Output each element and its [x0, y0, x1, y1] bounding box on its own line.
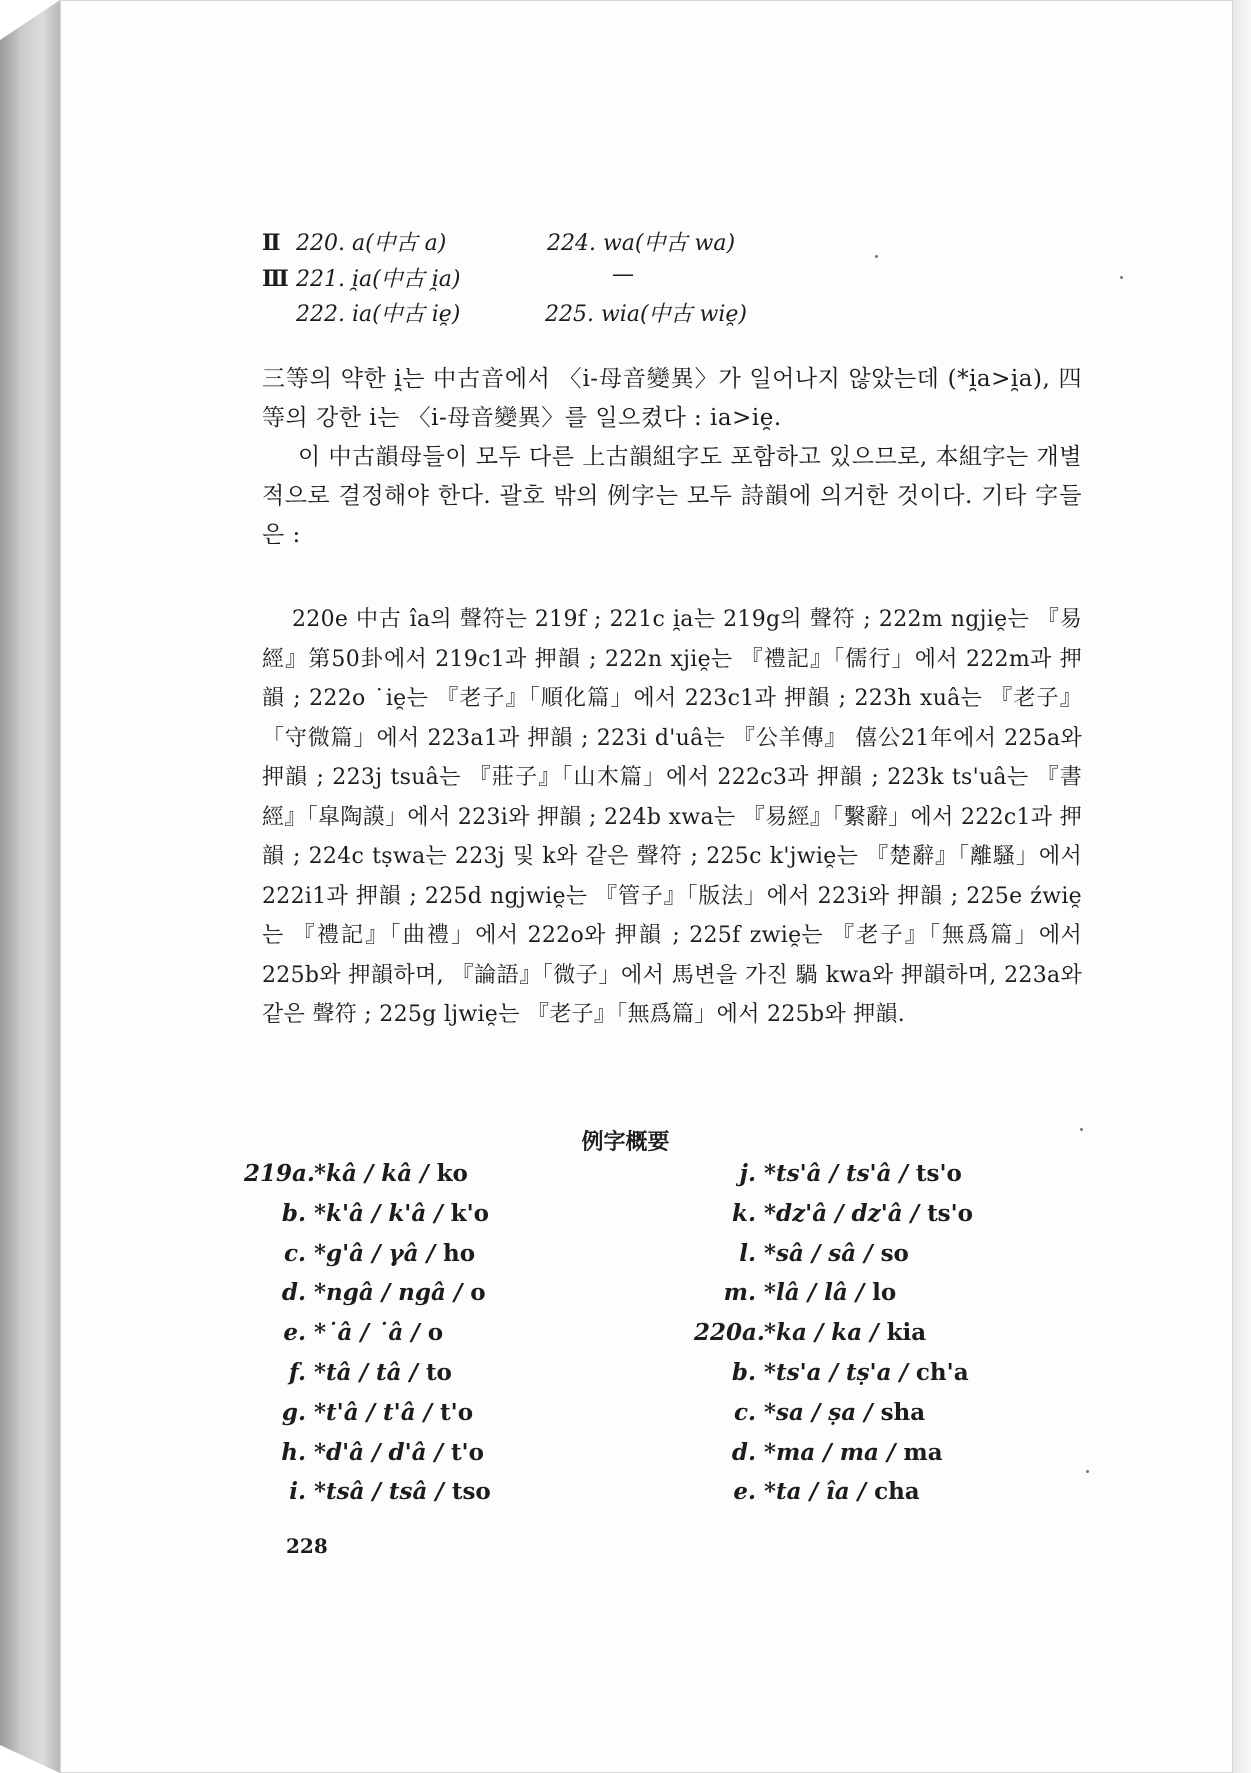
table-row — [262, 297, 460, 328]
example-item: e. *˙â / ˙â / o — [283, 1319, 444, 1347]
table-right-cell: — — [612, 262, 634, 287]
example-item: b. *k'â / k'â / k'o — [281, 1199, 489, 1227]
scan-speck — [1086, 1470, 1089, 1473]
table-right-cell: 225. wia(中古 wie̯) — [545, 302, 748, 327]
notes-block — [262, 600, 1082, 1035]
intro-paragraph: 三等의 약한 i̯는 中古音에서 〈i-母音變異〉가 일어나지 않았는데 (*i̯a>i̯a), 四等의 강한 i는 〈i-母音變異〉를 일으켰다 : ia>ie̯. — [262, 366, 1082, 431]
table-right-cell: 224. wa(中古 wa) — [547, 231, 736, 256]
table-left-cell: 222. ia(中古 ie̯) — [296, 302, 461, 327]
example-item: j. *ts'â / ts'â / ts'o — [739, 1160, 962, 1187]
example-item: k. *dz'â / dz'â / ts'o — [732, 1199, 974, 1227]
book-spine — [0, 0, 60, 1773]
example-item: e. *ta / îa / cha — [733, 1478, 920, 1506]
example-item: g. *t'â / t'â / t'o — [281, 1398, 474, 1426]
example-item: f. *tâ / tâ / to — [288, 1358, 452, 1386]
example-item: c. *g'â / γâ / ho — [283, 1239, 476, 1267]
example-item: l. *sâ / sâ / so — [739, 1239, 909, 1267]
example-item: b. *ts'a / tṣ'a / ch'a — [731, 1358, 969, 1386]
section-title: 例字概要 — [581, 1129, 670, 1155]
example-item: 220a. *ka / ka / kia — [694, 1319, 927, 1347]
examples-left-column — [244, 1160, 491, 1518]
intro-text — [262, 360, 1082, 555]
table-row — [262, 226, 446, 257]
table-row — [262, 262, 460, 293]
roman-numeral: Ⅲ — [262, 266, 289, 292]
example-item: h. *d'â / d'â / t'o — [281, 1438, 484, 1466]
roman-numeral: Ⅱ — [262, 230, 281, 256]
example-item: d. *ma / ma / ma — [731, 1438, 943, 1466]
example-item: i. *tsâ / tsâ / tso — [289, 1478, 491, 1506]
example-item: c. *sa / ṣa / sha — [733, 1398, 926, 1426]
page-number: 228 — [286, 1534, 328, 1558]
scan-speck — [1120, 276, 1123, 279]
page-edge — [1233, 0, 1251, 1773]
example-item: d. *ngâ / ngâ / o — [281, 1279, 486, 1307]
intro-paragraph: 이 中古韻母들이 모두 다른 上古韻組字도 포함하고 있으므로, 本組字는 개별적으로 결정해야 한다. 괄호 밖의 例字는 모두 詩韻에 의거한 것이다. 기타 字들은 : — [262, 444, 1082, 548]
scan-speck — [875, 255, 878, 258]
examples-right-column — [694, 1160, 973, 1518]
table-left-cell: 220. a(中古 a) — [296, 231, 447, 256]
table-left-cell: 221. i̯a(中古 i̯a) — [296, 267, 461, 292]
example-item: m. *lâ / lâ / lo — [723, 1279, 897, 1307]
scan-speck — [1080, 1128, 1083, 1131]
notes-paragraph: 220e 中古 îa의 聲符는 219f ; 221c i̯a는 219g의 聲符 ; 222m ngjie̯는 『易經』第50卦에서 219c1과 押韻 ; 222n xjie̯는 『禮記』「儒行」에서 222m과 押韻 ; 222o ˙ie̯는 『老子』「順化篇」에서 223c1과 押韻 ; 223h xuâ는 『老子』「守微篇」에서 223a1과 押韻 ; 223i d'uâ는 『公羊傳』 僖公21年에서 225a와 押韻 ; 223j tsuâ는 『莊子』「山木篇」에서 222c3과 押韻 ; 223k ts'uâ는 『書經』「皐陶謨」에서 223i와 押韻 ; 224b xwa는 『易經』「繫辭」에서 222c1과 押韻 ; 224c tṣwa는 223j 및 k와 같은 聲符 ; 225c k'jwie̯는 『楚辭』「離騷」에서 222i1과 押韻 ; 225d ngjwie̯는 『管子』「版法」에서 223i와 押韻 ; 225e źwie̯는 『禮記』「曲禮」에서 222o와 押韻 ; 225f zwie̯는 『老子』「無爲篇」에서 225b와 押韻하며, 『論語』「微子」에서 馬변을 가진 騧 kwa와 押韻하며, 223a와 같은 聲符 ; 225g ljwie̯는 『老子』「無爲篇」에서 225b와 押韻. — [262, 607, 1082, 1027]
example-item: 219a. *kâ / kâ / ko — [244, 1160, 468, 1187]
